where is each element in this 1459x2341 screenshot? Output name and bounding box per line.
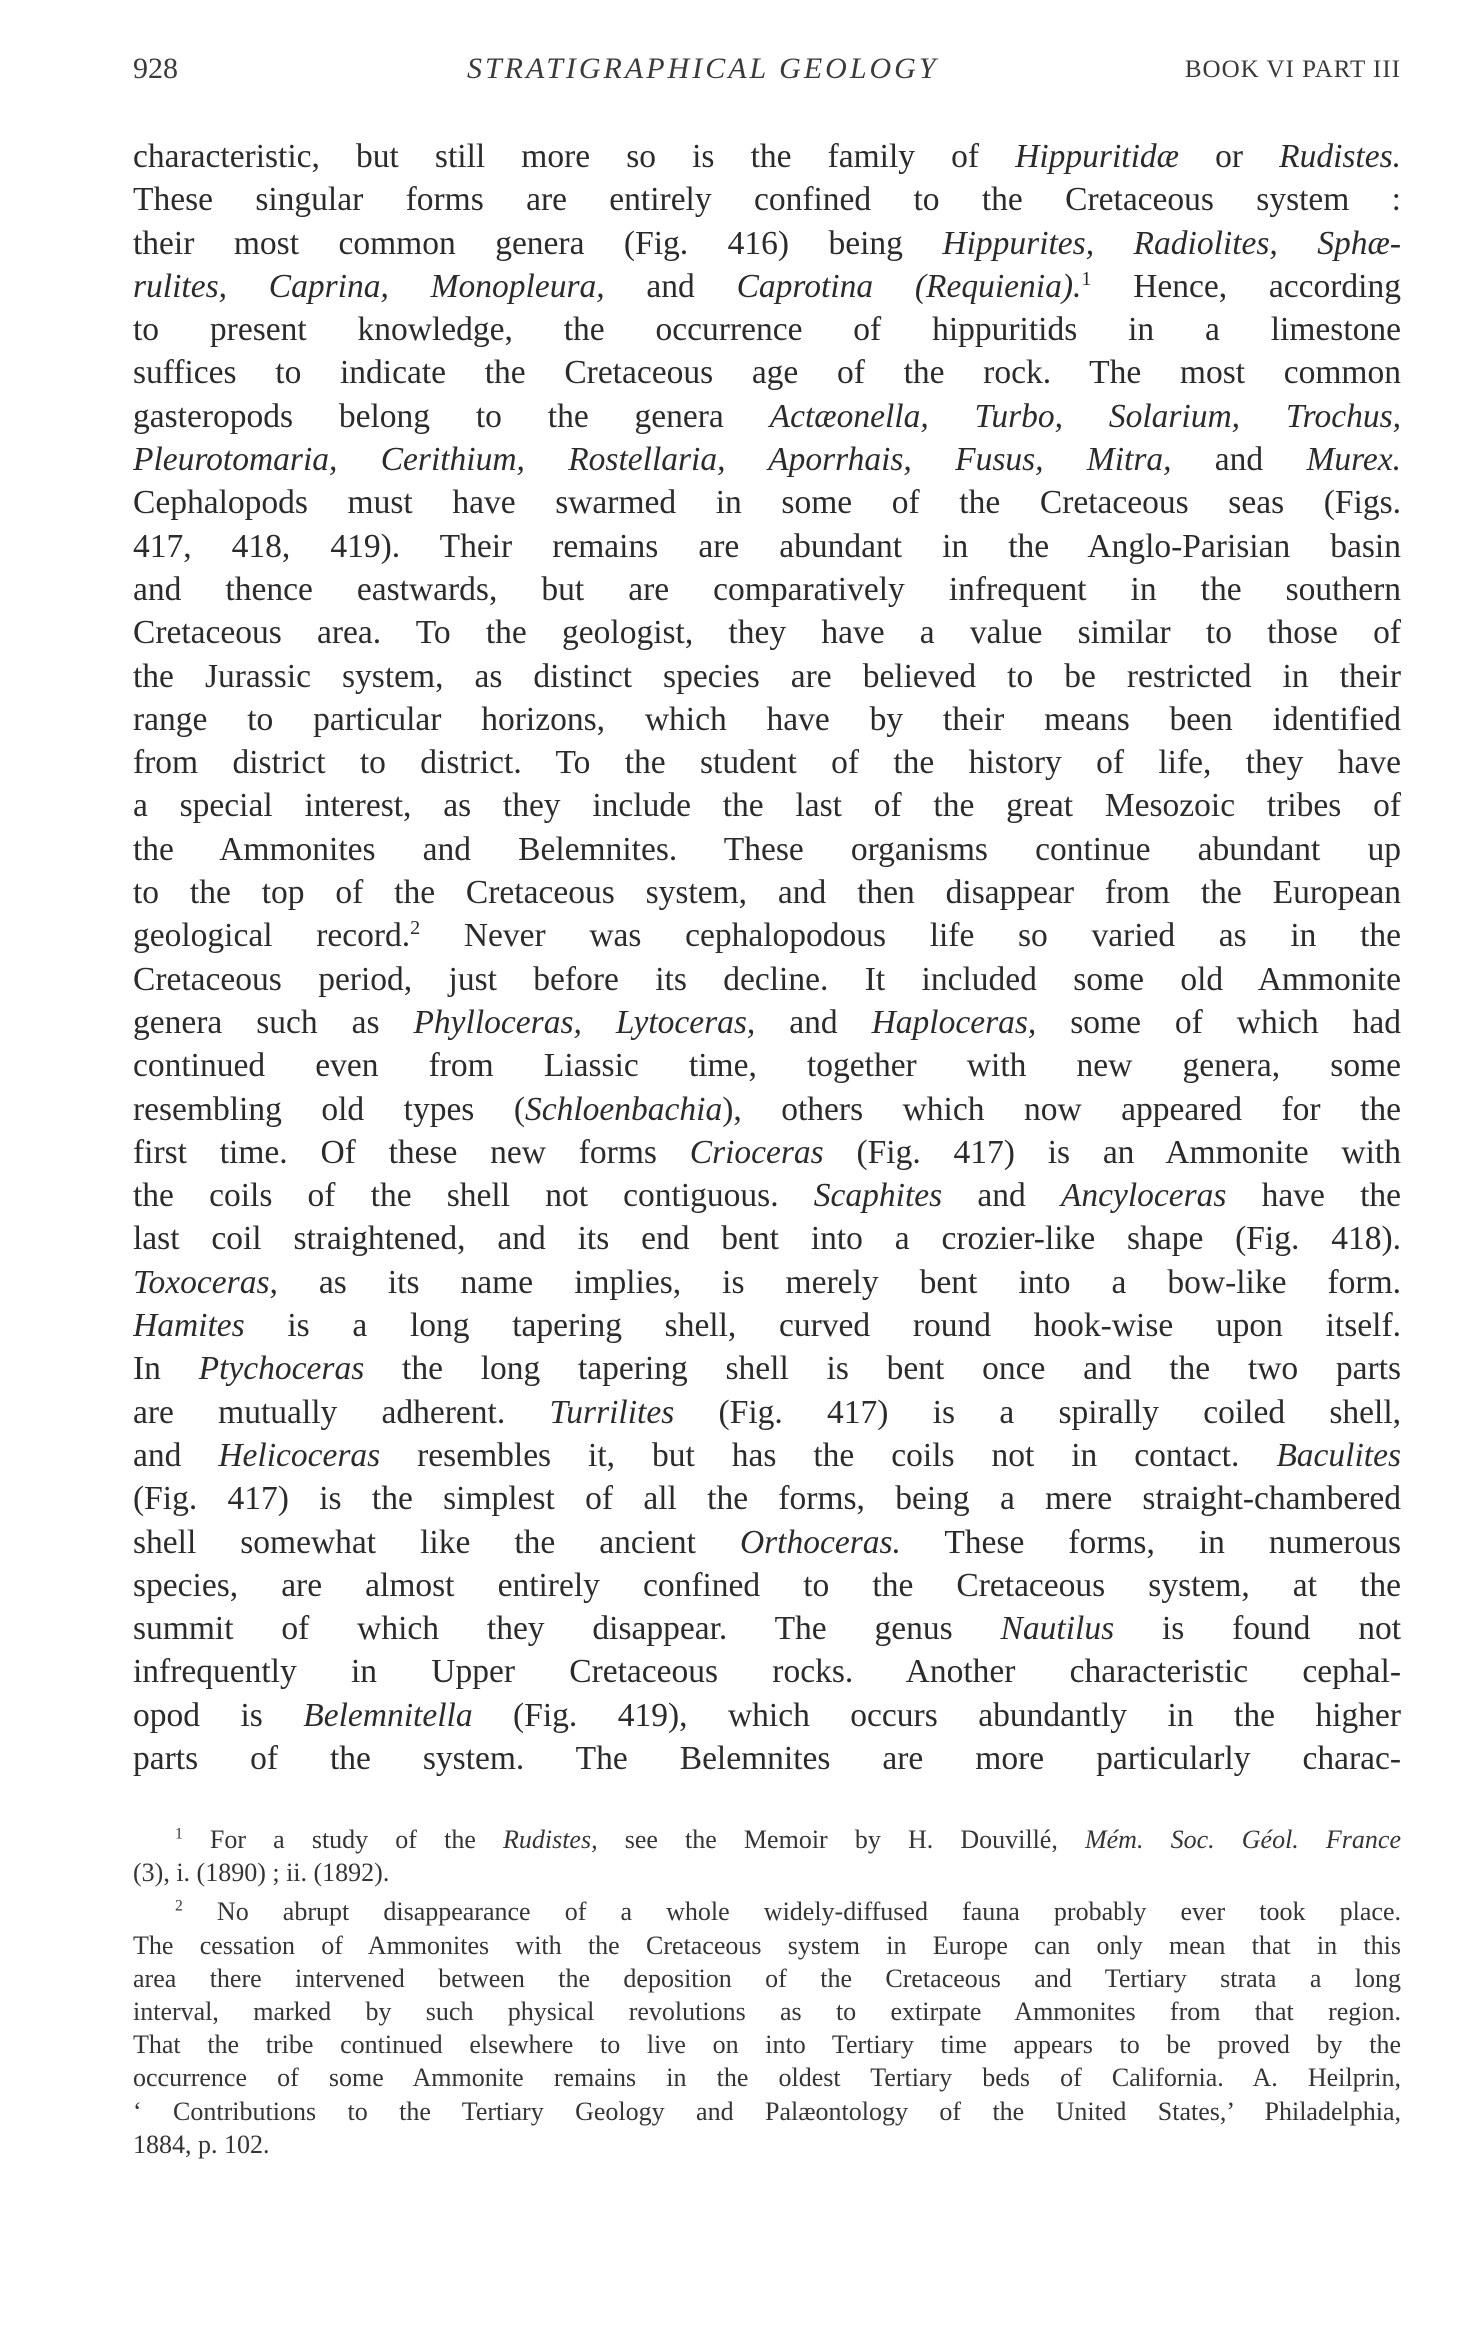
text-line: Toxoceras, as its name implies, is merely bent into a bow-like form. xyxy=(133,1263,1401,1301)
text-line: the coils of the shell not contiguous. Scaphites and Ancyloceras have the xyxy=(133,1177,1401,1215)
text-line: infrequently in Upper Cretaceous rocks. Another characteristic cephal- xyxy=(133,1653,1401,1691)
text-line: to present knowledge, the occurrence of hippuritids in a limestone xyxy=(133,311,1401,349)
text-line: shell somewhat like the ancient Orthoceras. These forms, in numerous xyxy=(133,1523,1401,1561)
text-line: a special interest, as they include the last of the great Mesozoic tribes of xyxy=(133,787,1401,825)
book-section: BOOK VI PART III xyxy=(1184,56,1401,83)
footnotes xyxy=(133,1823,1401,2161)
footnote-line: area there intervened between the deposition of the Cretaceous and Tertiary strata a long xyxy=(133,1963,1401,1993)
text-line: (Fig. 417) is the simplest of all the forms, being a mere straight-chambered xyxy=(133,1480,1401,1518)
footnote-line: The cessation of Ammonites with the Cretaceous system in Europe can only mean that in this xyxy=(133,1930,1401,1960)
footnote-line: interval, marked by such physical revolutions as to extirpate Ammonites from that region. xyxy=(133,1996,1401,2026)
footnote-line: occurrence of some Ammonite remains in the oldest Tertiary beds of California. A. Heilprin, xyxy=(133,2063,1401,2093)
text-line: gasteropods belong to the genera Actæonella, Turbo, Solarium, Trochus, xyxy=(133,397,1401,435)
text-line: and Helicoceras resembles it, but has the coils not in contact. Baculites xyxy=(133,1436,1401,1474)
text-line: parts of the system. The Belemnites are more particularly charac- xyxy=(133,1739,1401,1777)
footnote-line: $^2$ No abrupt disappearance of a whole widely-diffused fauna probably ever took place. xyxy=(175,1897,1401,1927)
text-line: from district to district. To the student of the history of life, they have xyxy=(133,744,1401,782)
text-line: geological record.$^2$ Never was cephalopodous life so varied as in the xyxy=(133,917,1401,955)
main-text xyxy=(133,135,1401,1780)
text-line: are mutually adherent. Turrilites (Fig. 417) is a spirally coiled shell, xyxy=(133,1393,1401,1431)
text-line: suffices to indicate the Cretaceous age of the rock. The most common xyxy=(133,354,1401,392)
page-number: 928 xyxy=(133,52,178,85)
text-line: and thence eastwards, but are comparatively infrequent in the southern xyxy=(133,570,1401,608)
text-line: 417, 418, 419). Their remains are abundant in the Anglo-Parisian basin xyxy=(133,527,1401,565)
text-line: the Ammonites and Belemnites. These organisms continue abundant up xyxy=(133,830,1401,868)
text-line: first time. Of these new forms Crioceras (Fig. 417) is an Ammonite with xyxy=(133,1133,1401,1171)
text-line: Cretaceous area. To the geologist, they have a value similar to those of xyxy=(133,614,1401,652)
footnote-line: $^1$ For a study of the Rudistes, see the Memoir by H. Douvillé, Mém. Soc. Géol. France xyxy=(175,1825,1401,1854)
running-title: STRATIGRAPHICAL GEOLOGY xyxy=(467,52,939,85)
text-line: Hamites is a long tapering shell, curved round hook-wise upon itself. xyxy=(133,1307,1401,1345)
text-line: to the top of the Cretaceous system, and then disappear from the European xyxy=(133,874,1401,912)
text-line: species, are almost entirely confined to the Cretaceous system, at the xyxy=(133,1566,1401,1604)
footnote-line: 1884, p. 102. xyxy=(133,2129,270,2159)
footnote-line: That the tribe continued elsewhere to live on into Tertiary time appears to be proved by the xyxy=(133,2030,1401,2060)
text-line: Cephalopods must have swarmed in some of the Cretaceous seas (Figs. xyxy=(133,484,1401,522)
text-line: the Jurassic system, as distinct species are believed to be restricted in their xyxy=(133,657,1401,695)
text-line: These singular forms are entirely confined to the Cretaceous system : xyxy=(133,181,1401,219)
text-line: rulites, Caprina, Monopleura, and Caprotina (Requienia).$^1$ Hence, according xyxy=(133,267,1401,305)
text-line: In Ptychoceras the long tapering shell is bent once and the two parts xyxy=(133,1350,1401,1388)
text-line: genera such as Phylloceras, Lytoceras, and Haploceras, some of which had xyxy=(133,1003,1401,1041)
text-line: last coil straightened, and its end bent into a crozier-like shape (Fig. 418). xyxy=(133,1220,1401,1258)
footnote-line: (3), i. (1890) ; ii. (1892). xyxy=(133,1858,390,1888)
text-line: continued even from Liassic time, together with new genera, some xyxy=(133,1047,1401,1085)
page-header xyxy=(133,52,1401,102)
text-line: Cretaceous period, just before its decline. It included some old Ammonite xyxy=(133,960,1401,998)
text-line: resembling old types (Schloenbachia), others which now appeared for the xyxy=(133,1090,1401,1128)
text-line: Pleurotomaria, Cerithium, Rostellaria, Aporrhais, Fusus, Mitra, and Murex. xyxy=(133,441,1401,479)
text-line: range to particular horizons, which have by their means been identified xyxy=(133,700,1401,738)
text-line: their most common genera (Fig. 416) being Hippurites, Radiolites, Sphæ- xyxy=(133,224,1401,262)
text-line: summit of which they disappear. The genus Nautilus is found not xyxy=(133,1610,1401,1648)
text-line: opod is Belemnitella (Fig. 419), which occurs abundantly in the higher xyxy=(133,1696,1401,1734)
footnote-line: ‘ Contributions to the Tertiary Geology and Palæontology of the United States,’ Philadelphia, xyxy=(133,2096,1401,2126)
text-line: characteristic, but still more so is the family of Hippuritidæ or Rudistes. xyxy=(133,138,1401,175)
